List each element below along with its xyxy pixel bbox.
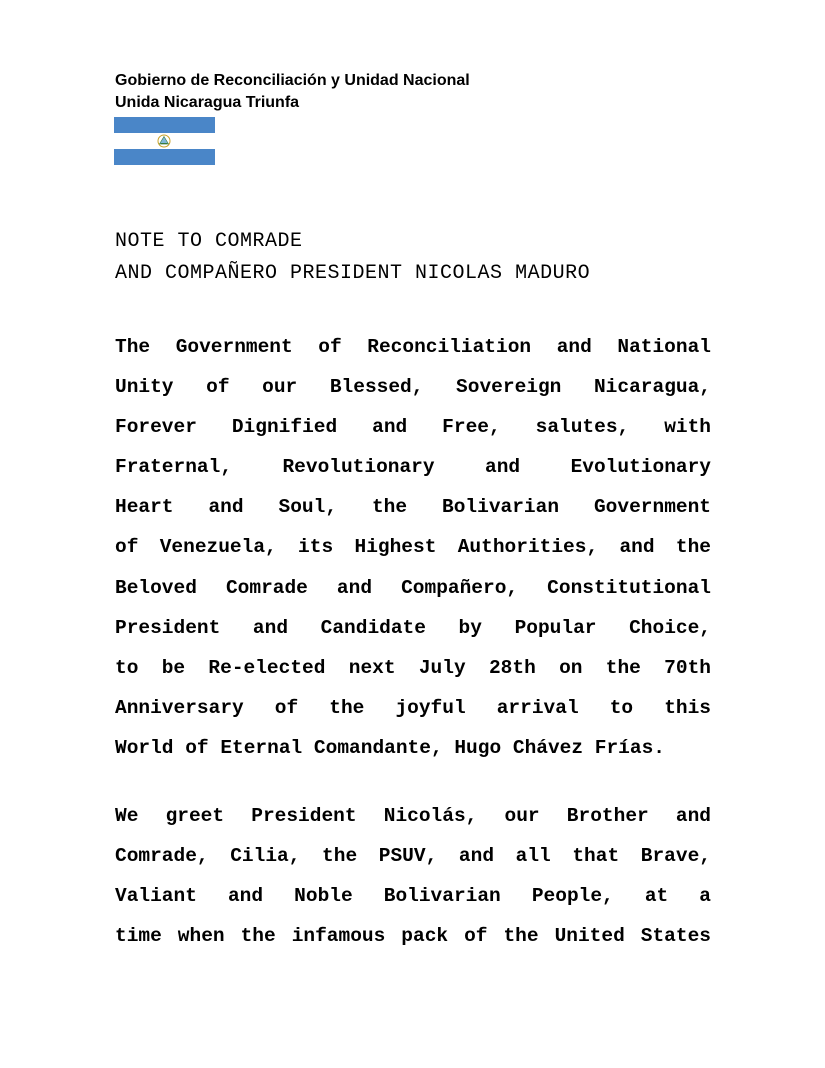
text-line: World of Eternal Comandante, Hugo Chávez Frías. (115, 736, 665, 759)
text-line: Heart and Soul, the Bolivarian Government (115, 496, 711, 519)
text-line: to be Re-elected next July 28th on the 70th (115, 656, 711, 679)
flag-top-stripe (114, 117, 215, 133)
letterhead-slogan: Unida Nicaragua Triunfa (115, 94, 300, 111)
text-line: The Government of Reconciliation and National (115, 336, 711, 358)
text-line: Comrade, Cilia, the PSUV, and all that Brave, (115, 845, 711, 868)
note-title-line: AND COMPAÑERO PRESIDENT NICOLAS MADURO (115, 262, 591, 285)
letterhead (115, 70, 470, 114)
text-line: of Venezuela, its Highest Authorities, and the (115, 536, 711, 559)
text-line: Unity of our Blessed, Sovereign Nicaragua, (115, 376, 711, 399)
coat-of-arms-icon (156, 134, 172, 148)
letterhead-government-name: Gobierno de Reconciliación y Unidad Nacional (115, 72, 470, 89)
text-line: We greet President Nicolás, our Brother and (115, 805, 711, 827)
nicaragua-flag-icon (114, 117, 215, 165)
text-line: Anniversary of the joyful arrival to this (115, 696, 711, 719)
body-paragraph-1 (115, 327, 711, 768)
text-line: Fraternal, Revolutionary and Evolutionary (115, 456, 711, 479)
text-line: time when the infamous pack of the United States (115, 925, 711, 948)
flag-bottom-stripe (114, 149, 215, 165)
text-line: President and Candidate by Popular Choice, (115, 616, 711, 639)
text-line: Beloved Comrade and Compañero, Constitutional (115, 576, 711, 599)
note-title-line: NOTE TO COMRADE (115, 230, 303, 253)
text-line: Forever Dignified and Free, salutes, with (115, 416, 711, 439)
body-paragraph-2 (115, 796, 711, 956)
text-line: Valiant and Noble Bolivarian People, at a (115, 885, 711, 908)
note-title (115, 226, 590, 290)
